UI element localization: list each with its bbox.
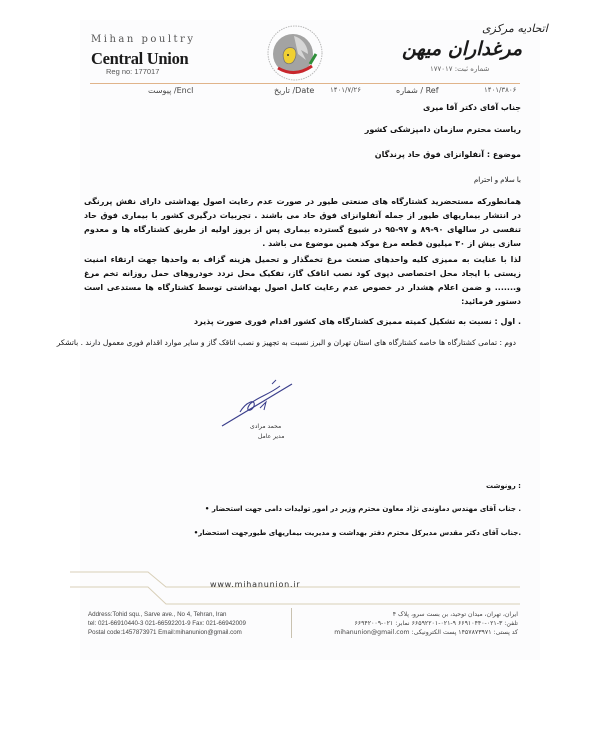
org-persian-reg-no: شماره ثبت: ۱۷۷۰۱۷: [430, 65, 490, 73]
body-paragraph-1: همانطورکه مستحضرید کشتارگاه های صنعتی طیور در صورت عدم رعایت اصول بهداشتی دارای نقش پررنگی در انتشار بیماریهای طیور از جمله آنفلوانزای فوق حاد می باشند . تجربیات درگیری کشور با بیماری فوق حاد تنفسی در سالهای ۹۰-۸۹ و ۹۷-۹۵ در شیوع گسترده بیماری پس از بروز اولیه از طریق کشتارگاه ها و معدوم سازی بیش از ۳۰ میلیون قطعه مرغ موکد همین موضوع می باشد .: [84, 197, 521, 248]
website-link[interactable]: www.mihanunion.ir: [210, 580, 301, 589]
footer-phones-en: tel: 021-66910440-3 021-66592201-9 Fax: 021-66942009: [88, 620, 246, 627]
recipient-name: جناب آقای دکتر آقا میری: [422, 103, 521, 112]
signature-icon: [220, 378, 295, 428]
footer-address-fa: ایران، تهران، میدان توحید، بن بست سرو، پلاک ۴: [392, 611, 518, 618]
org-english-subtitle: Mihan poultry: [91, 34, 196, 45]
ref-label: شماره / Ref: [396, 86, 439, 95]
org-english-reg-no: Reg no: 177017: [106, 67, 160, 76]
greeting: با سلام و احترام: [473, 176, 521, 184]
footer-separator: [291, 608, 292, 638]
cc-item-2: •جناب آقای دکتر مقدس مدیرکل محترم دفتر بهداشت و مدیریت بیماریهای طیورجهت استحضار.: [193, 529, 521, 537]
footer-decorative-lines: [70, 570, 520, 610]
cc-item-1: • جناب آقای مهندس دماوندی نژاد معاون محترم وزیر در امور تولیدات دامی جهت استحضار .: [204, 505, 521, 513]
enclosure-label: پیوست /Encl: [148, 86, 194, 95]
mihan-union-logo-icon: [266, 24, 324, 82]
signatory-name: محمد مرادی: [250, 423, 282, 430]
cc-label: رونوشت :: [486, 482, 521, 490]
request-item-2: دوم : تمامی کشتارگاه ها خاصه کشتارگاه های استان تهران و البرز نسبت به تجهیز و نصب اتاقک گاز و سایر موارد اقدام فوری معمول دارند . باتشکر: [56, 338, 516, 347]
footer-phones-fa: تلفن: ۳-۰۲۱-۶۶۹۱۰۴۴۰ ۹-۰۲۱-۶۶۵۹۲۲۰۱ نمابر: ۰۲۱-۶۶۹۴۲۰۰۹: [354, 620, 518, 627]
footer-postal-email-fa: کد پستی: ۱۴۵۷۸۷۳۹۷۱ پست الکترونیکی: mihanunion@gmail.com: [334, 629, 518, 636]
signatory-title: مدیر عامل: [258, 433, 285, 440]
header-divider: [90, 83, 520, 84]
body-paragraph-2: لذا با عنایت به ممیزی کلیه واحدهای صنعت مرغ تخمگذار و تحمیل هزینه گزاف به واحدها جهت ارتقاء امنیت زیستی با ایجاد محل اختصاصی دپوی کود نصب اتاقک گاز، تفکیک محل تردد خودروهای حمل روزانه تخم مرغ و....... و ضمن اعلام هشدار در خصوص عدم رعایت کامل اصول بهداشتی توسط کشتارگاه ها مستدعی است دستور فرمائید:: [84, 255, 521, 306]
footer-address-en: Address:Tohid squ., Sarve ave., No 4, Tehran, Iran: [88, 611, 227, 618]
ref-number: ۱۴۰۱/۳۸۰۶: [484, 86, 517, 94]
date-value: ۱۴۰۱/۷/۲۶: [330, 86, 362, 94]
request-item-1: اول : نسبت به تشکیل کمیته ممیزی کشتارگاه های کشور اقدام فوری صورت پذیرد .: [194, 317, 521, 326]
org-english-title: Central Union: [91, 49, 189, 68]
subject-line: موضوع : آنفلوانزای فوق حاد پرندگان: [374, 150, 521, 159]
footer-address-persian: [334, 610, 518, 637]
date-label: تاریخ /Date: [274, 86, 315, 95]
org-persian-pretitle: اتحادیه مرکزی: [482, 22, 548, 35]
org-persian-title: مرغداران میهن: [402, 38, 523, 60]
footer-postal-email-en: Postal code:1457873971 Email:mihanunion@gmail.com: [88, 629, 242, 636]
footer-address-english: [88, 610, 246, 637]
recipient-position: ریاست محترم سازمان دامپزشکی کشور: [364, 125, 521, 134]
